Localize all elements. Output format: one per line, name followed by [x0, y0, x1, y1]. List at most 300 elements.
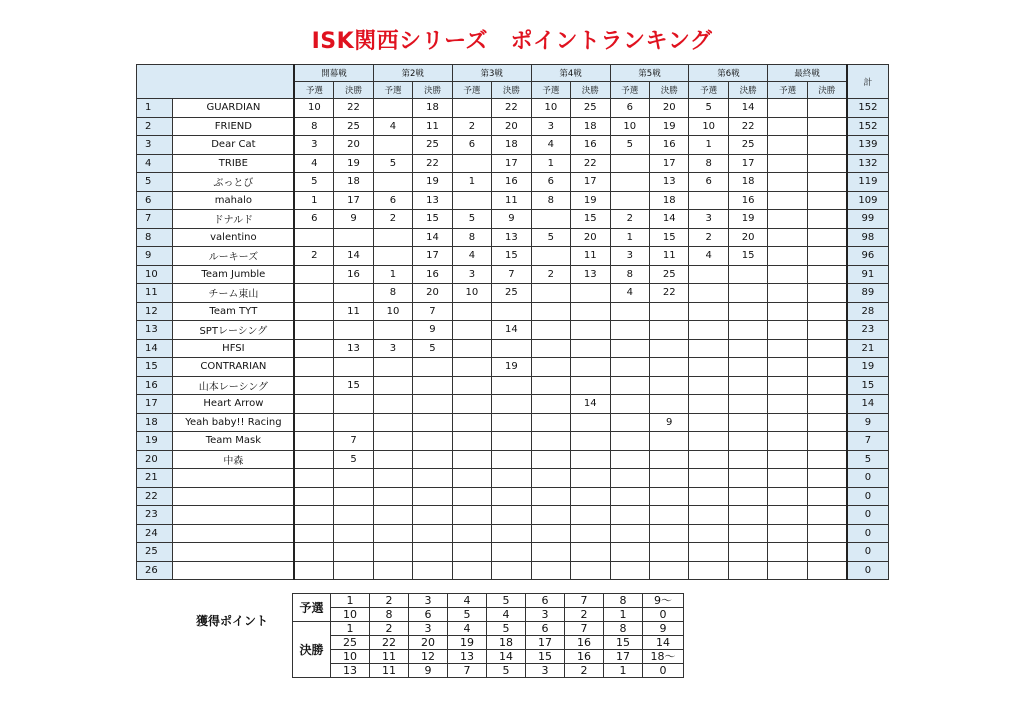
points-value: 14 [643, 636, 684, 650]
score-cell: 5 [610, 136, 649, 155]
score-cell: 14 [334, 247, 373, 266]
score-cell [649, 524, 688, 543]
score-cell [452, 506, 491, 525]
score-cell [452, 524, 491, 543]
score-cell: 1 [531, 154, 570, 173]
score-cell [610, 339, 649, 358]
score-cell [452, 487, 491, 506]
score-cell: 16 [492, 173, 531, 192]
score-cell [334, 321, 373, 340]
score-cell: 3 [689, 210, 728, 229]
points-value: 1 [604, 664, 643, 678]
team-name-cell: Team TYT [173, 302, 294, 321]
score-cell [452, 99, 491, 118]
score-cell: 11 [649, 247, 688, 266]
points-row [293, 664, 684, 678]
rank-cell: 23 [137, 506, 173, 525]
round-header: 第3戦 [452, 65, 531, 82]
points-value: 13 [448, 650, 487, 664]
rank-cell: 26 [137, 561, 173, 580]
table-row [137, 561, 889, 580]
score-cell [294, 487, 333, 506]
total-cell: 0 [847, 487, 889, 506]
score-cell [571, 469, 610, 488]
rank-cell: 24 [137, 524, 173, 543]
score-cell: 10 [531, 99, 570, 118]
score-cell: 13 [413, 191, 452, 210]
rank-cell: 18 [137, 413, 173, 432]
score-cell: 1 [373, 265, 412, 284]
score-cell [728, 302, 767, 321]
score-cell [294, 265, 333, 284]
score-cell [373, 469, 412, 488]
score-cell [649, 487, 688, 506]
table-row [137, 173, 889, 192]
score-cell: 9 [334, 210, 373, 229]
score-cell: 1 [294, 191, 333, 210]
score-cell [610, 450, 649, 469]
score-cell [294, 395, 333, 414]
score-cell [807, 413, 846, 432]
score-cell [807, 99, 846, 118]
score-cell: 22 [492, 99, 531, 118]
score-cell: 19 [728, 210, 767, 229]
score-cell [610, 376, 649, 395]
score-cell: 9 [649, 413, 688, 432]
score-cell: 3 [452, 265, 491, 284]
score-cell [807, 265, 846, 284]
score-cell [531, 506, 570, 525]
total-cell: 0 [847, 506, 889, 525]
score-cell [728, 450, 767, 469]
score-cell: 19 [649, 117, 688, 136]
score-cell: 3 [373, 339, 412, 358]
score-cell: 25 [728, 136, 767, 155]
points-value: 8 [370, 608, 409, 622]
points-value: 17 [526, 636, 565, 650]
final-header: 決勝 [807, 82, 846, 99]
points-value: 1 [331, 594, 370, 608]
score-cell [768, 191, 807, 210]
score-cell [728, 543, 767, 562]
points-value: 22 [370, 636, 409, 650]
score-cell [452, 339, 491, 358]
score-cell [334, 524, 373, 543]
score-cell [373, 432, 412, 451]
rank-cell: 8 [137, 228, 173, 247]
score-cell [373, 321, 412, 340]
team-name-cell: valentino [173, 228, 294, 247]
score-cell [807, 450, 846, 469]
score-cell [768, 358, 807, 377]
score-cell [807, 339, 846, 358]
score-cell [492, 450, 531, 469]
score-cell [807, 432, 846, 451]
score-cell [728, 376, 767, 395]
score-cell [413, 506, 452, 525]
score-cell [807, 469, 846, 488]
score-cell [768, 469, 807, 488]
score-cell: 17 [649, 154, 688, 173]
score-cell [728, 413, 767, 432]
score-cell [689, 358, 728, 377]
team-name-cell: GUARDIAN [173, 99, 294, 118]
score-cell [531, 358, 570, 377]
score-cell [531, 339, 570, 358]
score-cell [373, 506, 412, 525]
team-name-cell: mahalo [173, 191, 294, 210]
score-cell: 15 [728, 247, 767, 266]
score-cell: 6 [531, 173, 570, 192]
team-name-cell: 山本レーシング [173, 376, 294, 395]
score-cell: 18 [649, 191, 688, 210]
score-cell [768, 376, 807, 395]
score-cell [413, 543, 452, 562]
score-cell [294, 506, 333, 525]
score-cell [807, 561, 846, 580]
score-cell [452, 191, 491, 210]
rank-cell: 16 [137, 376, 173, 395]
round-header-row [137, 65, 889, 82]
score-cell [373, 376, 412, 395]
points-value: 9〜 [643, 594, 684, 608]
score-cell [334, 561, 373, 580]
score-cell: 22 [334, 99, 373, 118]
score-cell [610, 506, 649, 525]
score-cell [728, 561, 767, 580]
round-header: 第2戦 [373, 65, 452, 82]
score-cell: 18 [728, 173, 767, 192]
score-cell [413, 413, 452, 432]
team-name-cell [173, 543, 294, 562]
round-header: 第5戦 [610, 65, 689, 82]
points-value: 1 [331, 622, 370, 636]
score-cell [807, 173, 846, 192]
table-row [137, 117, 889, 136]
score-cell [334, 284, 373, 303]
score-cell [373, 99, 412, 118]
team-name-cell [173, 524, 294, 543]
team-name-cell [173, 561, 294, 580]
score-cell: 17 [571, 173, 610, 192]
score-cell [610, 413, 649, 432]
score-cell [610, 302, 649, 321]
rank-cell: 14 [137, 339, 173, 358]
points-value: 3 [526, 608, 565, 622]
score-cell [571, 487, 610, 506]
team-name-cell: ルーキーズ [173, 247, 294, 266]
score-cell: 4 [531, 136, 570, 155]
score-cell [571, 561, 610, 580]
rank-cell: 13 [137, 321, 173, 340]
score-cell [728, 284, 767, 303]
score-cell: 5 [294, 173, 333, 192]
score-cell [571, 302, 610, 321]
table-row [137, 265, 889, 284]
score-cell [531, 524, 570, 543]
table-row [137, 321, 889, 340]
score-cell [294, 321, 333, 340]
score-cell [373, 358, 412, 377]
score-cell [807, 136, 846, 155]
score-cell: 4 [294, 154, 333, 173]
table-row [137, 358, 889, 377]
score-cell [413, 561, 452, 580]
score-cell [807, 302, 846, 321]
table-row [137, 487, 889, 506]
score-cell: 1 [689, 136, 728, 155]
score-cell: 8 [689, 154, 728, 173]
score-cell [807, 506, 846, 525]
score-cell [610, 469, 649, 488]
team-name-cell: Yeah baby!! Racing [173, 413, 294, 432]
score-cell [728, 432, 767, 451]
rank-cell: 11 [137, 284, 173, 303]
score-cell: 8 [531, 191, 570, 210]
table-row [137, 210, 889, 229]
score-cell [571, 450, 610, 469]
qualifying-header: 予選 [373, 82, 412, 99]
score-cell [294, 302, 333, 321]
total-cell: 19 [847, 358, 889, 377]
score-cell: 11 [571, 247, 610, 266]
score-cell [689, 524, 728, 543]
score-cell: 4 [689, 247, 728, 266]
score-cell [452, 469, 491, 488]
score-cell [334, 543, 373, 562]
score-cell [649, 561, 688, 580]
score-cell [689, 376, 728, 395]
rank-cell: 1 [137, 99, 173, 118]
score-cell [531, 210, 570, 229]
score-cell: 10 [294, 99, 333, 118]
points-value: 10 [331, 608, 370, 622]
score-cell [571, 506, 610, 525]
points-value: 5 [487, 622, 526, 636]
score-cell [610, 191, 649, 210]
total-cell: 28 [847, 302, 889, 321]
table-row [137, 524, 889, 543]
score-cell [807, 487, 846, 506]
score-cell: 6 [452, 136, 491, 155]
score-cell: 14 [728, 99, 767, 118]
total-cell: 91 [847, 265, 889, 284]
rank-cell: 17 [137, 395, 173, 414]
rank-cell: 2 [137, 117, 173, 136]
score-cell [649, 450, 688, 469]
score-cell [294, 543, 333, 562]
rank-cell: 3 [137, 136, 173, 155]
score-cell [531, 247, 570, 266]
team-name-cell: ドナルド [173, 210, 294, 229]
score-cell [413, 376, 452, 395]
total-cell: 89 [847, 284, 889, 303]
score-cell [768, 339, 807, 358]
total-cell: 132 [847, 154, 889, 173]
score-cell [807, 524, 846, 543]
score-cell: 5 [373, 154, 412, 173]
score-cell [689, 191, 728, 210]
score-cell [373, 413, 412, 432]
score-cell: 4 [452, 247, 491, 266]
score-cell [373, 136, 412, 155]
score-cell: 11 [413, 117, 452, 136]
score-cell [768, 117, 807, 136]
score-cell [689, 506, 728, 525]
score-cell [334, 228, 373, 247]
score-cell [452, 154, 491, 173]
score-cell [649, 469, 688, 488]
points-value: 7 [565, 622, 604, 636]
score-cell [768, 561, 807, 580]
score-cell [610, 487, 649, 506]
points-group-label: 決勝 [293, 622, 331, 678]
score-cell: 6 [294, 210, 333, 229]
score-cell [571, 358, 610, 377]
final-header: 決勝 [649, 82, 688, 99]
score-cell: 20 [334, 136, 373, 155]
table-row [137, 247, 889, 266]
team-name-cell: チーム東山 [173, 284, 294, 303]
table-row [137, 413, 889, 432]
score-cell [768, 154, 807, 173]
table-row [137, 228, 889, 247]
score-cell [373, 395, 412, 414]
team-name-cell: Team Mask [173, 432, 294, 451]
header-corner [137, 65, 295, 99]
score-cell [452, 302, 491, 321]
points-value: 14 [487, 650, 526, 664]
points-value: 9 [409, 664, 448, 678]
score-cell [571, 524, 610, 543]
total-cell: 96 [847, 247, 889, 266]
score-cell: 14 [649, 210, 688, 229]
score-cell [373, 450, 412, 469]
points-value: 20 [409, 636, 448, 650]
points-value: 17 [604, 650, 643, 664]
score-cell [492, 413, 531, 432]
rank-cell: 9 [137, 247, 173, 266]
score-cell [807, 210, 846, 229]
score-cell [807, 321, 846, 340]
score-cell [294, 450, 333, 469]
score-cell [492, 543, 531, 562]
score-cell: 13 [334, 339, 373, 358]
points-value: 19 [448, 636, 487, 650]
score-cell: 16 [571, 136, 610, 155]
score-cell: 14 [571, 395, 610, 414]
score-cell [571, 432, 610, 451]
points-value: 8 [604, 622, 643, 636]
score-cell [373, 524, 412, 543]
team-name-cell: Team Jumble [173, 265, 294, 284]
score-cell [571, 339, 610, 358]
score-cell [768, 247, 807, 266]
score-cell [728, 339, 767, 358]
score-cell: 2 [452, 117, 491, 136]
score-cell: 20 [571, 228, 610, 247]
score-cell [413, 450, 452, 469]
score-cell [768, 136, 807, 155]
total-cell: 99 [847, 210, 889, 229]
score-cell: 25 [334, 117, 373, 136]
score-cell [689, 339, 728, 358]
score-cell [294, 339, 333, 358]
table-row [137, 302, 889, 321]
score-cell [294, 432, 333, 451]
points-value: 1 [604, 608, 643, 622]
score-cell: 8 [373, 284, 412, 303]
score-cell [492, 395, 531, 414]
score-cell [807, 376, 846, 395]
score-cell: 4 [373, 117, 412, 136]
total-cell: 119 [847, 173, 889, 192]
score-cell [689, 469, 728, 488]
score-cell [413, 487, 452, 506]
score-cell [294, 524, 333, 543]
score-cell [768, 302, 807, 321]
score-cell: 8 [294, 117, 333, 136]
team-name-cell: FRIEND [173, 117, 294, 136]
score-cell [571, 543, 610, 562]
score-cell [452, 395, 491, 414]
score-cell [807, 154, 846, 173]
points-row [293, 650, 684, 664]
score-cell: 7 [334, 432, 373, 451]
score-cell [649, 302, 688, 321]
final-header: 決勝 [334, 82, 373, 99]
team-name-cell [173, 487, 294, 506]
score-cell [807, 117, 846, 136]
rank-cell: 22 [137, 487, 173, 506]
score-cell [413, 524, 452, 543]
total-cell: 98 [847, 228, 889, 247]
score-cell: 20 [413, 284, 452, 303]
score-cell [531, 561, 570, 580]
score-cell [728, 524, 767, 543]
score-cell: 11 [334, 302, 373, 321]
score-cell [768, 321, 807, 340]
score-cell [531, 543, 570, 562]
score-cell: 10 [373, 302, 412, 321]
score-cell [807, 228, 846, 247]
team-name-cell: Heart Arrow [173, 395, 294, 414]
score-cell [492, 487, 531, 506]
score-cell [649, 506, 688, 525]
score-cell: 8 [452, 228, 491, 247]
score-cell [294, 469, 333, 488]
score-cell [689, 487, 728, 506]
score-cell [610, 173, 649, 192]
score-cell [768, 506, 807, 525]
score-cell: 15 [492, 247, 531, 266]
score-cell: 18 [571, 117, 610, 136]
points-value: 9 [643, 622, 684, 636]
points-value: 2 [565, 664, 604, 678]
score-cell: 15 [413, 210, 452, 229]
score-cell: 2 [531, 265, 570, 284]
score-cell: 15 [571, 210, 610, 229]
points-table [292, 593, 684, 678]
total-cell: 0 [847, 561, 889, 580]
qualifying-header: 予選 [294, 82, 333, 99]
score-cell: 19 [571, 191, 610, 210]
points-value: 5 [487, 664, 526, 678]
score-cell [334, 395, 373, 414]
score-cell [531, 321, 570, 340]
score-cell: 9 [413, 321, 452, 340]
score-cell [689, 543, 728, 562]
